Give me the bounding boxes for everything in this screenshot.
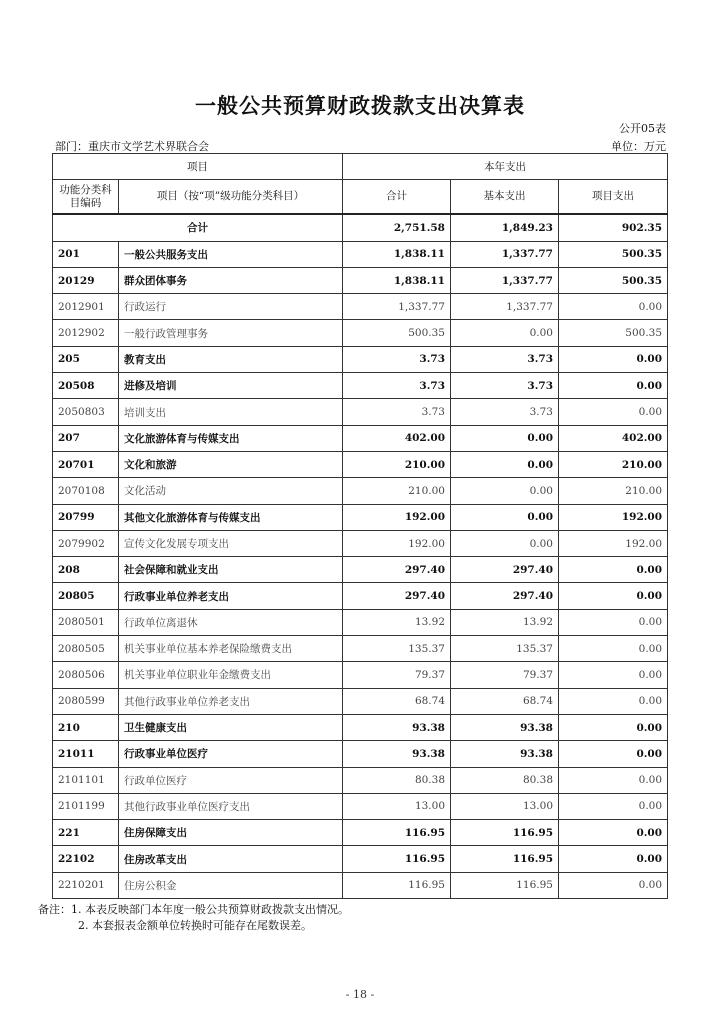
row-project: 210.00 <box>559 478 668 504</box>
row-basic: 13.00 <box>451 793 559 819</box>
row-project: 192.00 <box>559 530 668 556</box>
total-label: 合计 <box>53 214 343 241</box>
table-row <box>53 820 668 846</box>
row-code: 20805 <box>53 583 119 609</box>
row-project: 0.00 <box>559 294 668 320</box>
header-name: 项目（按“项”级功能分类科目） <box>119 180 343 215</box>
row-basic: 0.00 <box>451 320 559 346</box>
row-basic: 1,337.77 <box>451 294 559 320</box>
row-code: 20701 <box>53 451 119 477</box>
row-code: 207 <box>53 425 119 451</box>
table-row <box>53 583 668 609</box>
table-row <box>53 320 668 346</box>
row-code: 2070108 <box>53 478 119 504</box>
row-total: 500.35 <box>343 320 451 346</box>
row-name: 其他行政事业单位医疗支出 <box>119 793 343 819</box>
row-basic: 0.00 <box>451 504 559 530</box>
row-total: 68.74 <box>343 688 451 714</box>
table-row <box>53 636 668 662</box>
form-number: 公开05表 <box>619 122 666 135</box>
row-total: 116.95 <box>343 872 451 898</box>
row-name: 文化旅游体育与传媒支出 <box>119 425 343 451</box>
row-code: 2050803 <box>53 399 119 425</box>
row-code: 208 <box>53 557 119 583</box>
row-code: 2012902 <box>53 320 119 346</box>
row-project: 0.00 <box>559 872 668 898</box>
table-row <box>53 741 668 767</box>
row-project: 0.00 <box>559 662 668 688</box>
row-code: 221 <box>53 820 119 846</box>
table-row <box>53 688 668 714</box>
row-name: 机关事业单位基本养老保险缴费支出 <box>119 636 343 662</box>
row-total: 210.00 <box>343 478 451 504</box>
row-project: 192.00 <box>559 504 668 530</box>
row-basic: 3.73 <box>451 399 559 425</box>
row-total: 3.73 <box>343 346 451 372</box>
page-title: 一般公共预算财政拨款支出决算表 <box>195 94 525 118</box>
row-code: 20799 <box>53 504 119 530</box>
row-code: 2101199 <box>53 793 119 819</box>
row-name: 行政单位医疗 <box>119 767 343 793</box>
row-name: 行政单位离退休 <box>119 609 343 635</box>
row-basic: 3.73 <box>451 373 559 399</box>
row-name: 培训支出 <box>119 399 343 425</box>
row-basic: 68.74 <box>451 688 559 714</box>
row-project: 500.35 <box>559 241 668 267</box>
row-name: 群众团体事务 <box>119 267 343 293</box>
row-total: 1,337.77 <box>343 294 451 320</box>
row-total: 1,838.11 <box>343 241 451 267</box>
row-basic: 116.95 <box>451 872 559 898</box>
table-row <box>53 346 668 372</box>
row-basic: 1,337.77 <box>451 267 559 293</box>
row-code: 2080506 <box>53 662 119 688</box>
row-name: 卫生健康支出 <box>119 714 343 740</box>
row-name: 机关事业单位职业年金缴费支出 <box>119 662 343 688</box>
total-project: 902.35 <box>559 214 668 241</box>
row-name: 一般公共服务支出 <box>119 241 343 267</box>
row-basic: 0.00 <box>451 425 559 451</box>
row-project: 210.00 <box>559 451 668 477</box>
row-total: 93.38 <box>343 714 451 740</box>
department-label: 部门：重庆市文学艺术界联合会 <box>55 140 209 153</box>
row-basic: 116.95 <box>451 820 559 846</box>
row-total: 13.00 <box>343 793 451 819</box>
row-project: 0.00 <box>559 846 668 872</box>
row-project: 500.35 <box>559 267 668 293</box>
header-total: 合计 <box>343 180 451 215</box>
row-basic: 0.00 <box>451 478 559 504</box>
notes <box>38 902 349 934</box>
header-basic: 基本支出 <box>451 180 559 215</box>
row-name: 文化活动 <box>119 478 343 504</box>
row-name: 社会保障和就业支出 <box>119 557 343 583</box>
row-project: 0.00 <box>559 820 668 846</box>
table-row <box>53 425 668 451</box>
row-project: 0.00 <box>559 609 668 635</box>
table-row <box>53 241 668 267</box>
table-row <box>53 793 668 819</box>
row-basic: 135.37 <box>451 636 559 662</box>
row-project: 0.00 <box>559 583 668 609</box>
table-row-total <box>53 214 668 241</box>
row-name: 行政运行 <box>119 294 343 320</box>
row-total: 1,838.11 <box>343 267 451 293</box>
row-project: 0.00 <box>559 793 668 819</box>
row-project: 402.00 <box>559 425 668 451</box>
row-name: 教育支出 <box>119 346 343 372</box>
row-code: 2210201 <box>53 872 119 898</box>
total-amount: 2,751.58 <box>343 214 451 241</box>
row-total: 116.95 <box>343 846 451 872</box>
row-project: 0.00 <box>559 399 668 425</box>
total-basic: 1,849.23 <box>451 214 559 241</box>
row-total: 297.40 <box>343 583 451 609</box>
row-basic: 1,337.77 <box>451 241 559 267</box>
row-total: 79.37 <box>343 662 451 688</box>
row-basic: 3.73 <box>451 346 559 372</box>
row-name: 住房改革支出 <box>119 846 343 872</box>
row-basic: 0.00 <box>451 451 559 477</box>
table-row <box>53 478 668 504</box>
row-name: 进修及培训 <box>119 373 343 399</box>
row-total: 116.95 <box>343 820 451 846</box>
table-row <box>53 530 668 556</box>
table-row <box>53 714 668 740</box>
header-item: 项目 <box>53 154 343 180</box>
row-code: 20508 <box>53 373 119 399</box>
table-row <box>53 451 668 477</box>
row-total: 13.92 <box>343 609 451 635</box>
table-row <box>53 846 668 872</box>
row-name: 行政事业单位医疗 <box>119 741 343 767</box>
row-code: 21011 <box>53 741 119 767</box>
row-total: 3.73 <box>343 399 451 425</box>
row-code: 2080501 <box>53 609 119 635</box>
row-code: 2101101 <box>53 767 119 793</box>
row-project: 0.00 <box>559 688 668 714</box>
table-row <box>53 872 668 898</box>
table-row <box>53 504 668 530</box>
row-code: 205 <box>53 346 119 372</box>
row-project: 0.00 <box>559 741 668 767</box>
row-project: 0.00 <box>559 767 668 793</box>
row-basic: 93.38 <box>451 714 559 740</box>
row-name: 文化和旅游 <box>119 451 343 477</box>
row-name: 住房公积金 <box>119 872 343 898</box>
expenditure-table <box>52 153 668 899</box>
row-project: 0.00 <box>559 346 668 372</box>
row-basic: 13.92 <box>451 609 559 635</box>
row-total: 297.40 <box>343 557 451 583</box>
row-project: 0.00 <box>559 557 668 583</box>
row-code: 2079902 <box>53 530 119 556</box>
row-project: 0.00 <box>559 636 668 662</box>
row-code: 2080599 <box>53 688 119 714</box>
row-total: 135.37 <box>343 636 451 662</box>
row-total: 402.00 <box>343 425 451 451</box>
row-code: 201 <box>53 241 119 267</box>
row-basic: 93.38 <box>451 741 559 767</box>
page-number: - 18 - <box>345 988 375 1001</box>
row-project: 0.00 <box>559 714 668 740</box>
row-basic: 79.37 <box>451 662 559 688</box>
row-total: 80.38 <box>343 767 451 793</box>
header-project: 项目支出 <box>559 180 668 215</box>
table-row <box>53 267 668 293</box>
table-row <box>53 373 668 399</box>
table-row <box>53 294 668 320</box>
row-name: 其他文化旅游体育与传媒支出 <box>119 504 343 530</box>
header-current-year: 本年支出 <box>343 154 668 180</box>
row-total: 3.73 <box>343 373 451 399</box>
table-row <box>53 399 668 425</box>
row-code: 210 <box>53 714 119 740</box>
row-code: 22102 <box>53 846 119 872</box>
row-basic: 297.40 <box>451 557 559 583</box>
row-code: 20129 <box>53 267 119 293</box>
row-project: 0.00 <box>559 373 668 399</box>
unit-label: 单位：万元 <box>611 140 666 153</box>
row-total: 192.00 <box>343 530 451 556</box>
row-name: 住房保障支出 <box>119 820 343 846</box>
row-total: 210.00 <box>343 451 451 477</box>
row-project: 500.35 <box>559 320 668 346</box>
row-code: 2012901 <box>53 294 119 320</box>
row-total: 192.00 <box>343 504 451 530</box>
row-basic: 80.38 <box>451 767 559 793</box>
table-row <box>53 767 668 793</box>
row-name: 行政事业单位养老支出 <box>119 583 343 609</box>
note-1: 备注：1. 本表反映部门本年度一般公共预算财政拨款支出情况。 <box>38 903 349 916</box>
row-name: 一般行政管理事务 <box>119 320 343 346</box>
row-basic: 116.95 <box>451 846 559 872</box>
row-code: 2080505 <box>53 636 119 662</box>
row-basic: 297.40 <box>451 583 559 609</box>
note-2: 2. 本套报表金额单位转换时可能存在尾数误差。 <box>78 919 312 932</box>
header-code: 功能分类科目编码 <box>53 180 119 215</box>
row-total: 93.38 <box>343 741 451 767</box>
table-row <box>53 662 668 688</box>
row-name: 其他行政事业单位养老支出 <box>119 688 343 714</box>
table-row <box>53 609 668 635</box>
row-basic: 0.00 <box>451 530 559 556</box>
table-row <box>53 557 668 583</box>
row-name: 宣传文化发展专项支出 <box>119 530 343 556</box>
